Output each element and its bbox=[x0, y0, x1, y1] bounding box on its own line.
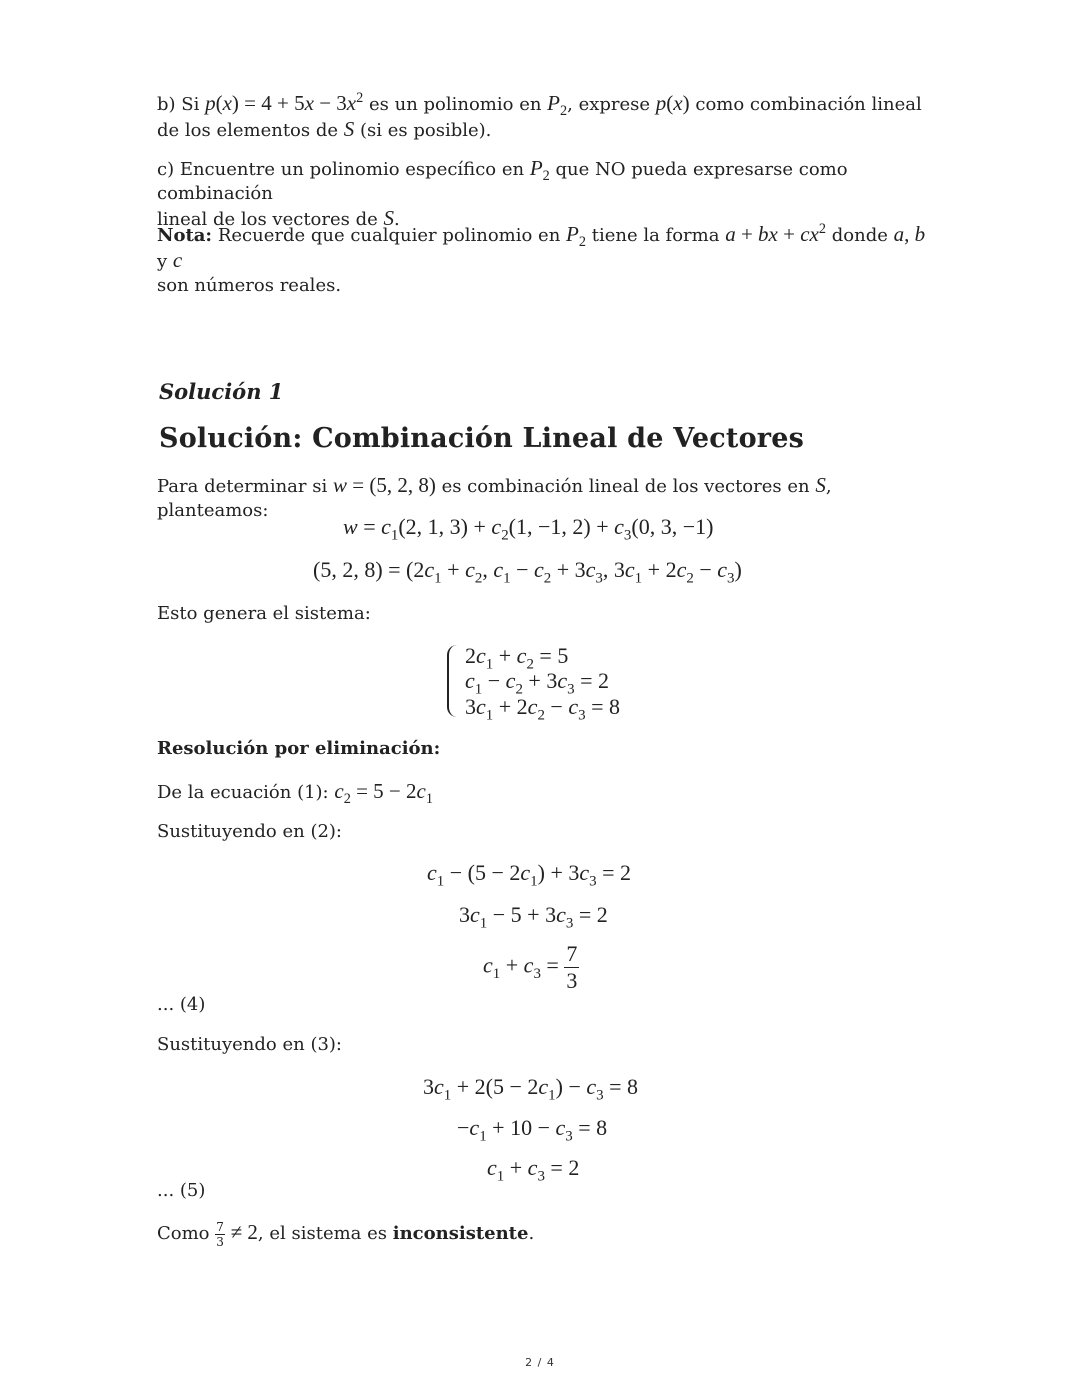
nota-paragraph: Nota: Recuerde que cualquier polinomio en $P_2$ tiene la forma a + bx + $cx^2$ donde a, b y c son números reales. bbox=[157, 221, 926, 296]
page-title: Solución: Combinación Lineal de Vectores bbox=[159, 423, 804, 454]
label-4: ... (4) bbox=[157, 994, 206, 1015]
part-b: b) Si $p(x) = 4 + 5x - 3x^2$ es un polinomio en $P_2$, exprese p(x) como combinación lineal de los elementos de S (si es posible). bbox=[157, 90, 922, 141]
step-4c: $c_1 + c_3$ = $\frac{7}{3}$ bbox=[483, 941, 578, 993]
subst-2: Sustituyendo en (2): bbox=[157, 821, 343, 842]
system-brace bbox=[447, 645, 461, 717]
step-5c: $c_1 + c_3 = 2$ bbox=[487, 1155, 580, 1185]
subst-3: Sustituyendo en (3): bbox=[157, 1034, 343, 1055]
equation-components: (5, 2, $8) = (2c_1 + c_2$, $c_1 - c_2 + 3c_3$, $3c_1 + 2c_2 - c_3$) bbox=[313, 557, 742, 587]
from-eq1: De la ecuación (1): $c_2 = 5 - 2c_1$ bbox=[157, 779, 433, 808]
system-eq-2: $c_1 - c_2 + 3c_3 = 2$ bbox=[465, 668, 610, 698]
system-eq-1: $2c_1 + c_2 = 5$ bbox=[465, 643, 569, 673]
part-c: c) Encuentre un polinomio específico en $P_2$ que NO pueda expresarse como combinación lineal de los vectores de S. bbox=[157, 156, 848, 230]
math-p-def: $p(x) = 4 + 5x - 3x^2$ bbox=[205, 90, 364, 115]
intro-paragraph: Para determinar si w = (5, 2, 8) es combinación lineal de los vectores en S, planteamos: bbox=[157, 473, 832, 521]
solution-label: Solución 1 bbox=[159, 379, 284, 404]
elimination-heading: Resolución por eliminación: bbox=[157, 738, 441, 759]
step-4a: $c_1 - (5 - 2c_1) + 3c_3 = 2$ bbox=[427, 860, 632, 890]
fraction-7-3: $\frac{7}{3}$ bbox=[566, 941, 578, 993]
system-intro: Esto genera el sistema: bbox=[157, 603, 371, 624]
label-5: ... (5) bbox=[157, 1180, 206, 1201]
conclusion: Como $\frac{7}{3}$ ≠ 2, el sistema es inconsistente. bbox=[157, 1219, 535, 1249]
system-eq-3: $3c_1 + 2c_2 - c_3 = 8$ bbox=[465, 694, 621, 724]
page-number: 2 / 4 bbox=[525, 1356, 555, 1369]
step-5b: $-c_1 + 10 - c_3 = 8$ bbox=[457, 1115, 608, 1145]
step-4b: $3c_1 - 5 + 3c_3 = 2$ bbox=[459, 902, 608, 932]
equation-w-combination: $w = c_1(2$, 1, $3) + c_2(1$, −1, $2) + c_3(0$, 3, −1) bbox=[343, 514, 714, 544]
step-5a: $3c_1 + 2(5 - 2c_1) - c_3 = 8$ bbox=[423, 1074, 639, 1104]
small-fraction-7-3: $\frac{7}{3}$ bbox=[216, 1219, 224, 1249]
